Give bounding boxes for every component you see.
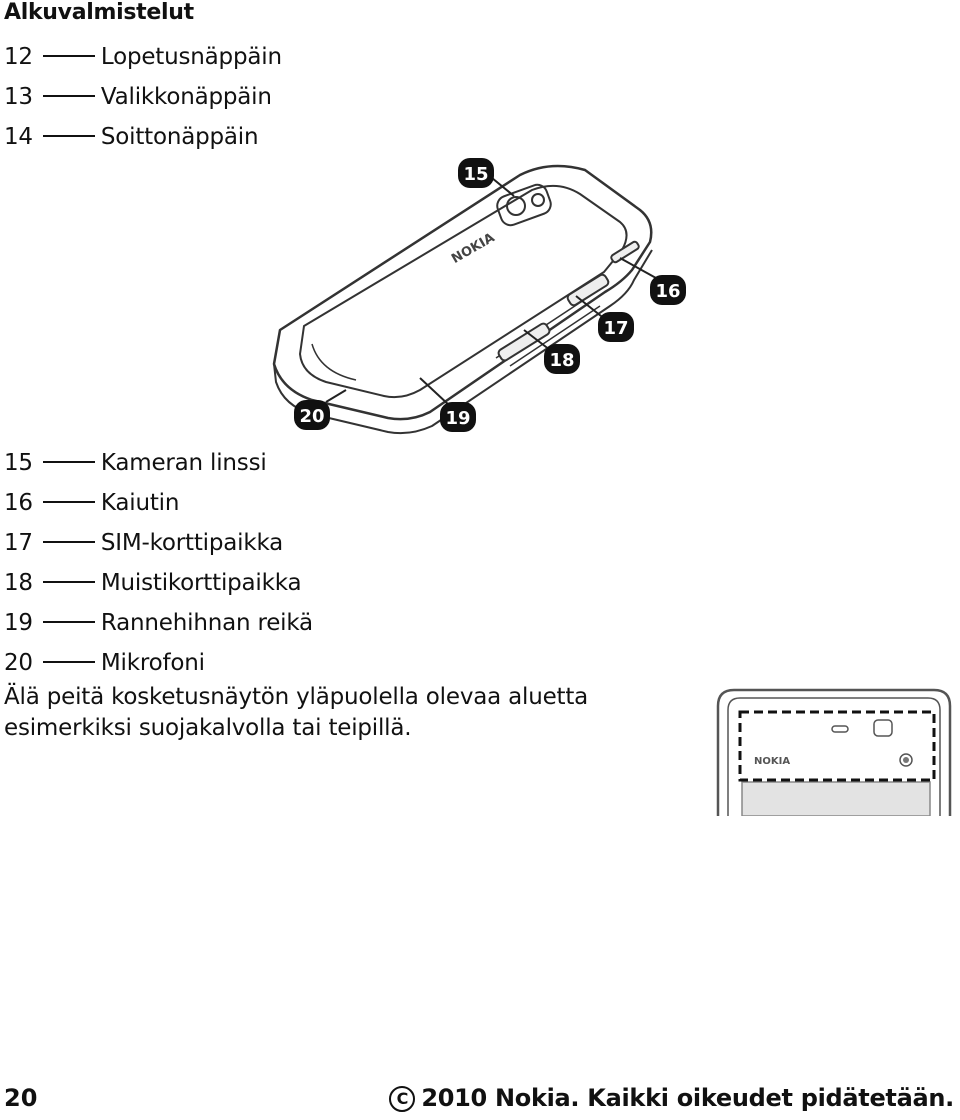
legend-label: Muistikorttipaikka: [100, 570, 302, 596]
svg-text:17: 17: [603, 318, 629, 339]
legend-number: 19: [4, 610, 33, 636]
copyright-text: 2010 Nokia. Kaikki oikeudet pidätetään.: [421, 1084, 954, 1112]
sim-card-slot: [566, 273, 610, 306]
note-line-1: Älä peitä kosketusnäytön yläpuolella olevaa aluetta: [4, 684, 589, 710]
legend-number: 12: [4, 44, 33, 70]
legend-dash: [43, 581, 95, 583]
screen-top-illustration: [712, 686, 956, 816]
copyright-notice: [389, 1084, 954, 1114]
legend-item: [4, 117, 282, 157]
sensor-area-dashed: [740, 712, 934, 780]
legend-number: 16: [4, 490, 33, 516]
earpiece: [832, 726, 848, 732]
legend-dash: [43, 661, 95, 663]
legend-number: 17: [4, 530, 33, 556]
callout-15: [458, 158, 494, 188]
front-camera: [874, 720, 892, 736]
callout-16: [650, 275, 686, 305]
svg-text:19: 19: [445, 408, 471, 429]
legend-item: [4, 603, 313, 643]
legend-item: [4, 563, 313, 603]
page-section-title: Alkuvalmistelut: [4, 0, 194, 25]
legend-dash: [43, 501, 95, 503]
callout-19: [440, 402, 476, 432]
legend-number: 13: [4, 84, 33, 110]
legend-item: [4, 77, 282, 117]
touch-screen: [742, 782, 930, 816]
legend-bottom: [4, 443, 313, 683]
legend-item: [4, 643, 313, 683]
legend-number: 15: [4, 450, 33, 476]
svg-text:18: 18: [549, 350, 575, 371]
legend-item: [4, 523, 313, 563]
legend-dash: [43, 55, 95, 57]
legend-label: Kaiutin: [100, 490, 180, 516]
legend-top: [4, 37, 282, 157]
legend-number: 20: [4, 650, 33, 676]
svg-text:15: 15: [463, 164, 489, 185]
legend-label: Mikrofoni: [100, 650, 205, 676]
brand-logo: NOKIA: [449, 230, 498, 267]
callout-18: [544, 344, 580, 374]
warning-note: [4, 682, 588, 744]
phone-back-illustration: [260, 150, 700, 440]
legend-dash: [43, 461, 95, 463]
legend-label: Rannehihnan reikä: [100, 610, 313, 636]
front-brand-logo: NOKIA: [754, 756, 791, 767]
callout-20: [294, 400, 330, 430]
legend-dash: [43, 135, 95, 137]
svg-text:20: 20: [299, 406, 325, 427]
legend-dash: [43, 541, 95, 543]
svg-text:16: 16: [655, 281, 681, 302]
legend-dash: [43, 95, 95, 97]
legend-label: Soittonäppäin: [100, 124, 259, 150]
legend-label: Lopetusnäppäin: [100, 44, 282, 70]
camera-lens: [494, 182, 553, 228]
page-number: 20: [4, 1084, 38, 1112]
legend-number: 18: [4, 570, 33, 596]
legend-item: [4, 483, 313, 523]
legend-item: [4, 37, 282, 77]
legend-number: 14: [4, 124, 33, 150]
legend-label: SIM-korttipaikka: [100, 530, 284, 556]
note-line-2: esimerkiksi suojakalvolla tai teipillä.: [4, 715, 412, 741]
legend-item: [4, 443, 313, 483]
copyright-icon: C: [389, 1086, 415, 1112]
legend-label: Valikkonäppäin: [100, 84, 272, 110]
legend-label: Kameran linssi: [100, 450, 267, 476]
legend-dash: [43, 621, 95, 623]
callout-17: [598, 312, 634, 342]
